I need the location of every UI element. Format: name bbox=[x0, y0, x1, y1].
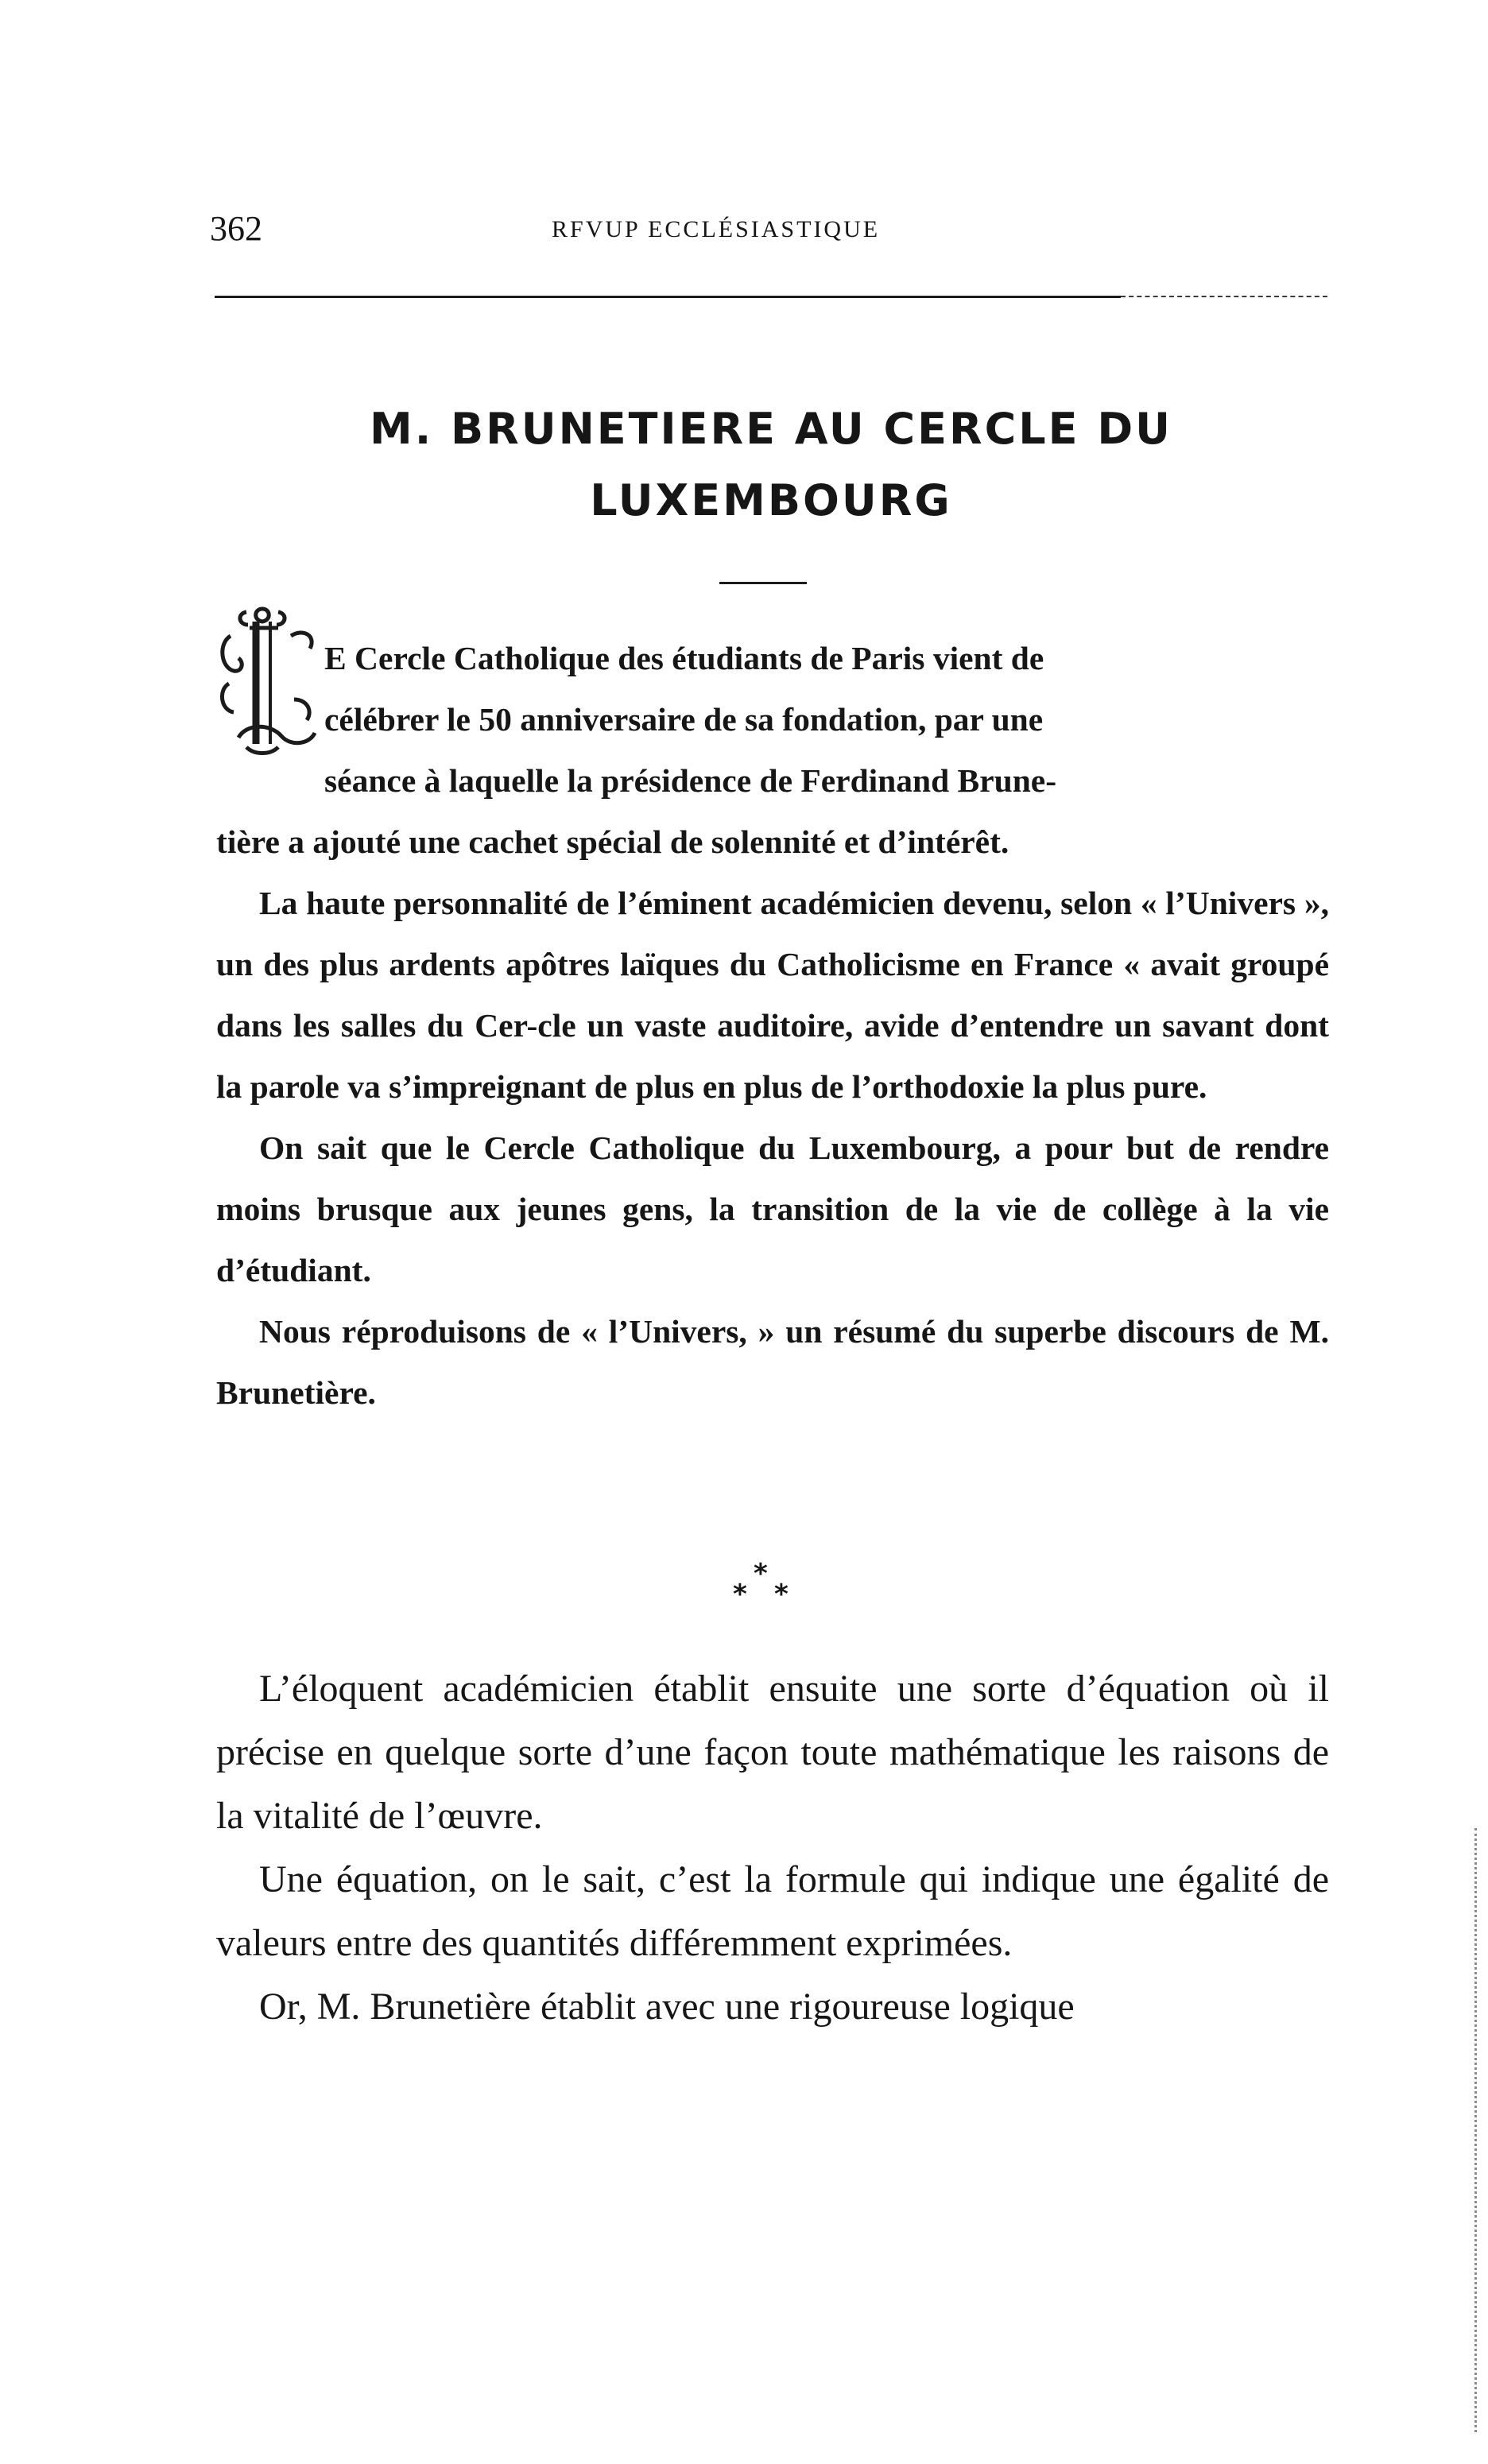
paragraph-1-line-3: séance à laquelle la présidence de Ferdinand Brune- bbox=[324, 762, 1057, 799]
paragraph-2: La haute personnalité de l’éminent académicien devenu, selon « l’Univers », un des plus ardents apôtres laïques du Catholicisme en France « avait groupé dans les salles du Cer-cle un vaste auditoire, avide d’entendre un savant dont la parole va s’impreignant de plus en plus de l’orthodoxie la plus pure. bbox=[216, 885, 1329, 1105]
article-title-line-1: M. BRUNETIERE AU CERCLE DU bbox=[369, 404, 1173, 454]
paragraph-1-line-1: E Cercle Catholique des étudiants de Paris vient de bbox=[324, 640, 1044, 676]
page-header bbox=[210, 205, 1331, 261]
paragraph-1 bbox=[216, 628, 1329, 873]
asterism-star-top: * bbox=[754, 1558, 768, 1590]
asterism bbox=[684, 1558, 843, 1614]
paragraph-5: L’éloquent académicien établit ensuite une sorte d’équation où il précise en quelque sorte d’une façon toute mathématique les raisons de la vitalité de l’œuvre. bbox=[216, 1668, 1329, 1837]
header-rule-tail bbox=[1121, 296, 1327, 297]
page-number: 362 bbox=[210, 209, 262, 248]
title-rule bbox=[719, 582, 807, 584]
paragraph-3: On sait que le Cercle Catholique du Luxembourg, a pour but de rendre moins brusque aux jeunes gens, la transition de la vie de collège à la vie d’étudiant. bbox=[216, 1129, 1329, 1288]
paragraph-6: Une équation, on le sait, c’est la formule qui indique une égalité de valeurs entre des quantités différemment exprimées. bbox=[216, 1858, 1329, 1964]
paragraph-1-rest: tière a ajouté une cachet spécial de solennité et d’intérêt. bbox=[216, 823, 1009, 860]
section-2 bbox=[216, 1657, 1329, 2039]
asterism-star-right: * bbox=[774, 1579, 789, 1610]
margin-artifact bbox=[1474, 1828, 1480, 2432]
header-rule bbox=[215, 296, 1121, 298]
section-1 bbox=[216, 628, 1329, 1424]
paragraph-7: Or, M. Brunetière établit avec une rigoureuse logique bbox=[259, 1986, 1075, 2028]
article-title-line-2: LUXEMBOURG bbox=[590, 475, 952, 525]
article-title bbox=[215, 393, 1327, 537]
running-title: RFVUP ECCLÉSIASTIQUE bbox=[552, 216, 881, 242]
paragraph-4: Nous réproduisons de « l’Univers, » un résumé du superbe discours de M. Brunetière. bbox=[216, 1313, 1329, 1411]
asterism-star-left: * bbox=[733, 1579, 747, 1610]
paragraph-1-line-2: célébrer le 50 anniversaire de sa fondation, par une bbox=[324, 701, 1044, 738]
